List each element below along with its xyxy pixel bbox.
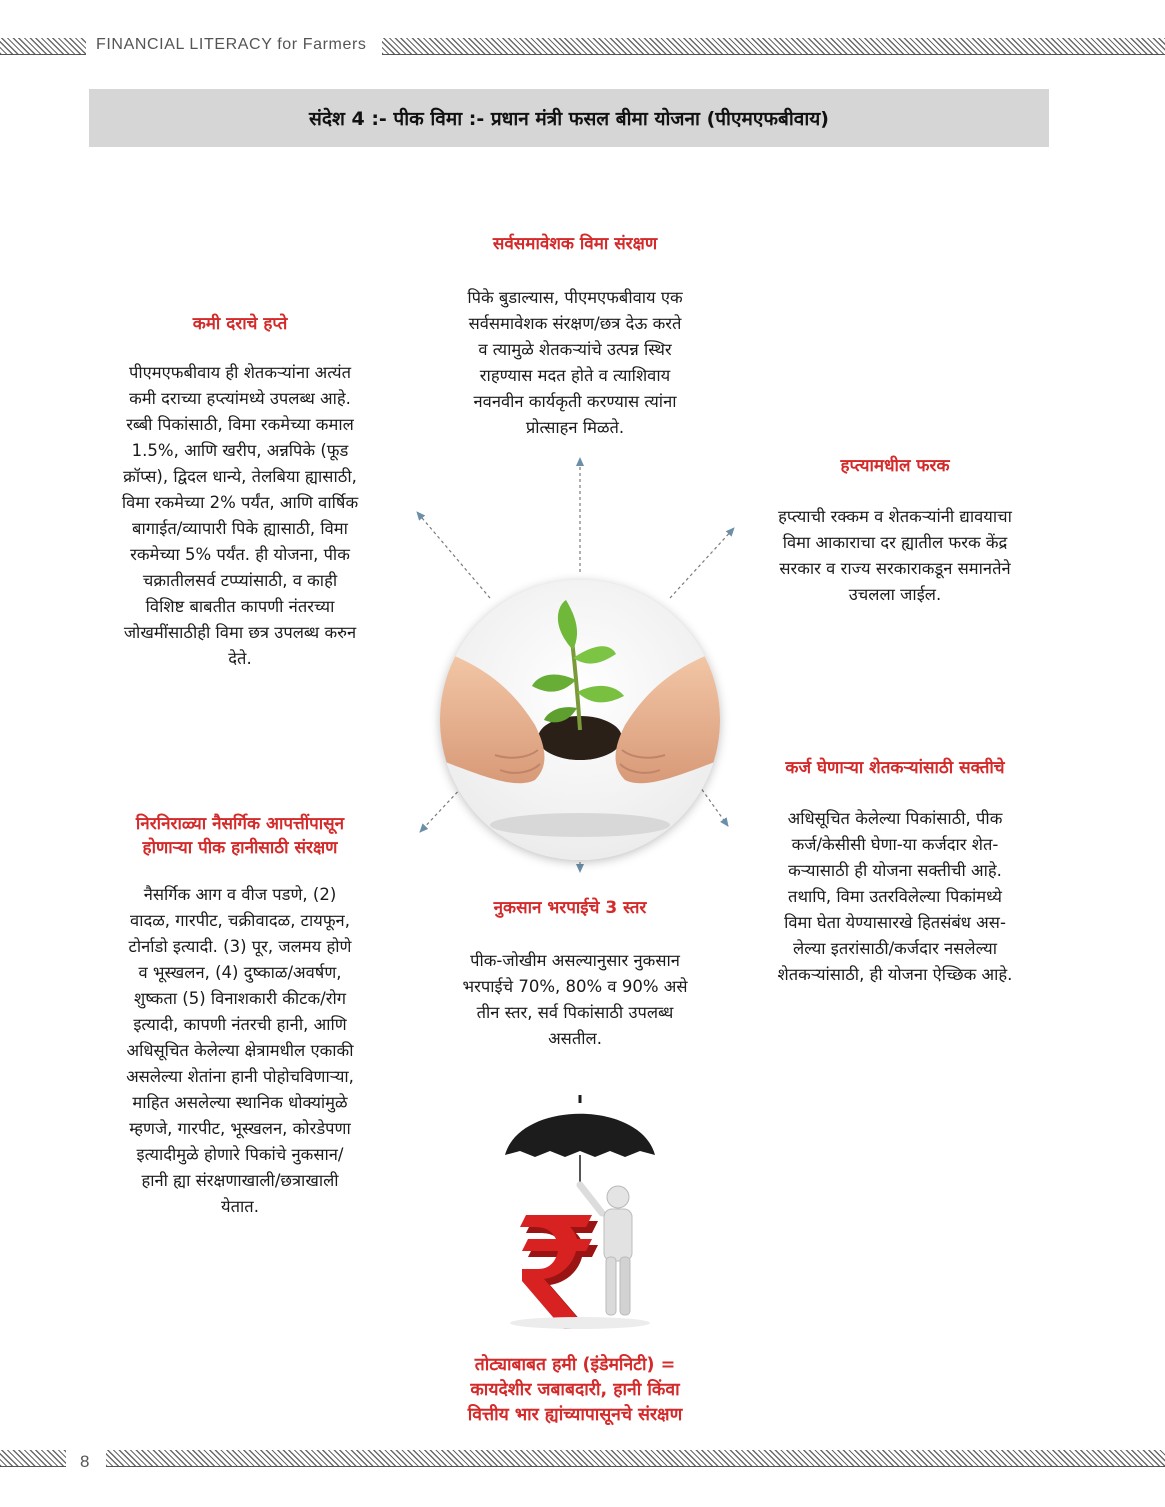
text-line: म्हणजे, गारपीट, भूस्खलन, कोरडेपणा — [129, 1119, 351, 1138]
text-line: इत्यादीमुळे होणारे पिकांचे नुकसान/ — [136, 1145, 344, 1164]
heading-premium-difference: हप्त्यामधील फरक — [840, 456, 950, 476]
text-line: तीन स्तर, सर्व पिकांसाठी उपलब्ध — [476, 1003, 674, 1022]
header-title: FINANCIAL LITERACY for Farmers — [96, 36, 367, 53]
footer-hatch-right — [106, 1450, 1165, 1467]
para-premium-difference — [730, 504, 1060, 608]
text-line: बागाईत/व्यापारी पिके ह्यासाठी, विमा — [132, 519, 348, 538]
text-line: सरकार व राज्य सरकाराकडून समानतेने — [779, 559, 1011, 578]
footer-hatch-left — [0, 1450, 66, 1467]
text-line: इत्यादी, कापणी नंतरची हानी, आणि — [133, 1015, 347, 1034]
page-title: संदेश 4 :- पीक विमा :- प्रधान मंत्री फसल बीमा योजना (पीएमएफबीवाय) — [309, 108, 829, 130]
caption-line: वित्तीय भार ह्यांच्यापासूनचे संरक्षण — [467, 1405, 683, 1425]
heading-line: निरनिराळ्या नैसर्गिक आपत्तींपासून — [135, 814, 345, 834]
text-line: व त्यामुळे शेतकऱ्यांचे उत्पन्न स्थिर — [478, 340, 672, 359]
text-line: असतील. — [548, 1029, 602, 1048]
para-comprehensive — [405, 285, 745, 441]
heading-low-premium: कमी दराचे हप्ते — [192, 314, 288, 334]
text-line: टोर्नाडो इत्यादी. (3) पूर, जलमय होणे — [128, 937, 352, 956]
text-line: व भूस्खलन, (4) दुष्काळ/अवर्षण, — [138, 963, 342, 982]
heading-mandatory: कर्ज घेणाऱ्या शेतकऱ्यांसाठी सक्तीचे — [785, 758, 1005, 778]
arrow-upright — [670, 528, 734, 598]
text-line: नैसर्गिक आग व वीज पडणे, (2) — [143, 885, 337, 904]
text-line: शेतकऱ्यांसाठी, ही योजना ऐच्छिक आहे. — [777, 965, 1013, 984]
text-line: विशिष्ट बाबतीत कापणी नंतरच्या — [145, 597, 335, 616]
text-line: लेल्या इतरांसाठी/कर्जदार नसलेल्या — [792, 939, 998, 958]
text-line: प्रोत्साहन मिळते. — [525, 418, 625, 437]
caption-line: कायदेशीर जबाबदारी, हानी किंवा — [470, 1380, 680, 1400]
text-line: तथापि, विमा उतरविलेल्या पिकांमध्ये — [788, 887, 1002, 906]
para-natural-calamity — [75, 882, 405, 1220]
text-line: नवनवीन कार्यकृती करण्यास त्यांना — [473, 392, 677, 411]
umbrella-rupee-image — [490, 1085, 670, 1339]
text-line: हानी ह्या संरक्षणाखाली/छत्राखाली — [141, 1171, 339, 1190]
text-line: शुष्कता (5) विनाशकारी कीटक/रोग — [133, 989, 347, 1008]
text-line: देते. — [228, 649, 252, 668]
text-line: येतात. — [221, 1197, 259, 1216]
indemnity-caption — [395, 1353, 755, 1428]
heading-comprehensive: सर्वसमावेशक विमा संरक्षण — [492, 234, 658, 254]
text-line: कमी दराच्या हप्त्यांमध्ये उपलब्ध आहे. — [129, 389, 351, 408]
para-compensation — [405, 948, 745, 1052]
text-line: राहण्यास मदत होते व त्याशिवाय — [479, 366, 671, 385]
text-line: उचलला जाईल. — [848, 585, 942, 604]
text-line: असलेल्या शेतांना हानी पोहोचविणाऱ्या, — [126, 1067, 354, 1086]
arrow-upleft — [417, 512, 490, 598]
heading-compensation: नुकसान भरपाईचे 3 स्तर — [493, 898, 647, 918]
para-mandatory — [725, 806, 1065, 988]
text-line: विमा रकमेच्या 2% पर्यंत, आणि वार्षिक — [121, 493, 359, 512]
text-line: माहित असलेल्या स्थानिक धोक्यांमुळे — [132, 1093, 348, 1112]
text-line: विमा घेता येण्यासारखे हितसंबंध अस- — [784, 913, 1006, 932]
text-line: पिके बुडाल्यास, पीएमएफबीवाय एक — [467, 288, 683, 307]
plant-in-hands-image — [440, 580, 720, 860]
text-line: वादळ, गारपीट, चक्रीवादळ, टायफून, — [130, 911, 350, 930]
heading-line: होणाऱ्या पीक हानीसाठी संरक्षण — [142, 838, 338, 858]
page-number: 8 — [80, 1452, 90, 1471]
heading-natural-calamity — [85, 812, 395, 860]
text-line: हप्त्याची रक्कम व शेतकऱ्यांनी द्यावयाचा — [778, 507, 1012, 526]
text-line: विमा आकाराचा दर ह्यातील फरक केंद्र — [782, 533, 1008, 552]
text-line: पीक-जोखीम असल्यानुसार नुकसान — [470, 951, 680, 970]
text-line: कऱ्यासाठी ही योजना सक्तीची आहे. — [788, 861, 1002, 880]
text-line: कर्ज/केसीसी घेणा-या कर्जदार शेत- — [791, 835, 999, 854]
text-line: क्रॉप्स), द्विदल धान्ये, तेलबिया ह्यासाठी, — [123, 467, 357, 486]
text-line: अधिसूचित केलेल्या पिकांसाठी, पीक — [787, 809, 1003, 828]
text-line: रब्बी पिकांसाठी, विमा रकमेच्या कमाल — [126, 415, 354, 434]
text-line: पीएमएफबीवाय ही शेतकऱ्यांना अत्यंत — [128, 363, 351, 382]
text-line: अधिसूचित केलेल्या क्षेत्रामधील एकाकी — [126, 1041, 354, 1060]
text-line: चक्रातीलसर्व टप्प्यांसाठी, व काही — [142, 571, 338, 590]
para-low-premium — [75, 360, 405, 672]
text-line: रकमेच्या 5% पर्यंत. ही योजना, पीक — [130, 545, 350, 564]
text-line: 1.5%, आणि खरीप, अन्नपिके (फूड — [131, 441, 349, 460]
caption-line: तोट्याबाबत हमी (इंडेमनिटी) = — [474, 1355, 676, 1375]
text-line: भरपाईचे 70%, 80% व 90% असे — [462, 977, 688, 996]
text-line: जोखमींसाठीही विमा छत्र उपलब्ध करुन — [123, 623, 357, 642]
text-line: सर्वसमावेशक संरक्षण/छत्र देऊ करते — [468, 314, 682, 333]
